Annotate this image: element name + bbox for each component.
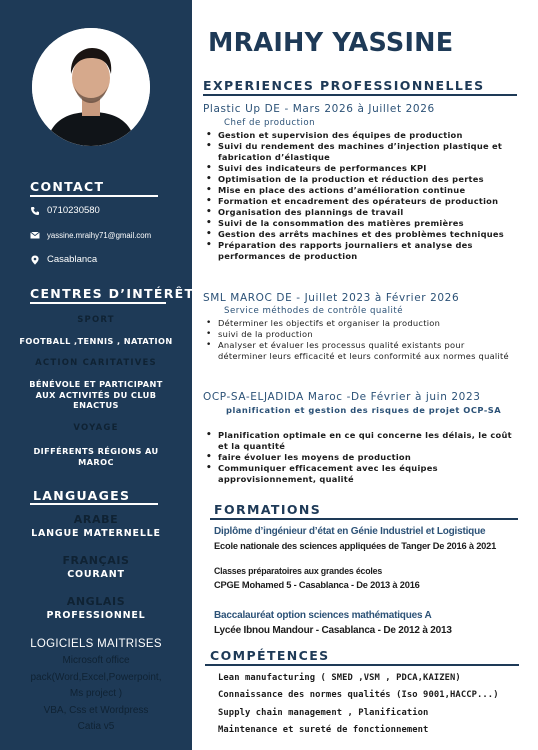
education-heading: FORMATIONS [214, 502, 322, 517]
interest-sport-text: FOOTBALL ,TENNIS , NATATION [19, 336, 173, 346]
list-item: • Formation et encadrement des opérateurs de production [205, 196, 523, 207]
job-3-role: planification et gestion des risques de projet OCP-SA [226, 405, 502, 415]
list-item: • Communiquer efficacement avec les équipes approvisionnement, qualité [205, 463, 515, 485]
list-item: • Planification optimale en ce qui concerne les délais, le coût et la quantité [205, 430, 515, 452]
interests-divider [30, 302, 166, 304]
job-3-tasks [205, 430, 515, 485]
contact-email[interactable] [30, 230, 151, 240]
software-list: Microsoft office pack(Word,Excel,Powerpoint, Ms project ) VBA, Css et Wordpress Catia v5 [30, 655, 162, 732]
job-2-title: SML MAROC DE - Juillet 2023 à Février 2026 [203, 292, 460, 304]
experience-heading: EXPERIENCES PROFESSIONNELLES [203, 78, 485, 93]
software-heading: LOGICIELS MAITRISES [30, 638, 162, 650]
experience-divider [203, 94, 517, 96]
interest-charity-title: ACTION CARITATIVES [35, 358, 157, 368]
list-item: • Gestion des arrêts machines et des problèmes techniques [205, 229, 523, 240]
interest-travel-text: DIFFÉRENTS RÉGIONS AU MAROC [33, 446, 159, 467]
interests-heading: CENTRES D’INTÉRÊT [30, 286, 195, 301]
job-1-title: Plastic Up DE - Mars 2026 à Juillet 2026 [203, 103, 435, 115]
education-3-degree: Baccalauréat option sciences mathématiques A [214, 610, 432, 621]
education-2-degree: Classes préparatoires aux grandes écoles [214, 566, 383, 576]
languages-heading: LANGUAGES [33, 488, 131, 503]
location-pin-icon [30, 255, 40, 265]
education-3-school: Lycée Ibnou Mandour - Casablanca - De 2012 à 2013 [214, 625, 452, 636]
job-1-role: Chef de production [224, 118, 316, 128]
job-1-tasks [205, 130, 523, 262]
skills-divider [205, 664, 519, 666]
education-1-school: Ecole nationale des sciences appliquées de Tanger De 2016 à 2021 [214, 541, 497, 551]
job-2-role: Service méthodes de contrôle qualité [224, 306, 404, 316]
languages-divider [30, 503, 158, 505]
job-2-tasks [205, 318, 510, 362]
skill-item: Lean manufacturing ( SMED ,VSM , PDCA,KAIZEN) [218, 673, 461, 683]
interest-sport-title: SPORT [77, 315, 115, 325]
language-french: FRANÇAIS COURANT [62, 554, 130, 580]
language-arabic: ARABE LANGUE MATERNELLE [31, 513, 161, 539]
contact-phone[interactable] [30, 205, 100, 216]
job-3-title: OCP-SA-ELJADIDA Maroc -De Février à juin 2023 [203, 391, 481, 403]
contact-divider [30, 195, 158, 197]
list-item: • Déterminer les objectifs et organiser la production [205, 318, 510, 329]
list-item: • Mise en place des actions d’amélioration continue [205, 185, 523, 196]
contact-heading: CONTACT [30, 179, 105, 194]
list-item: • Optimisation de la production et réduction des pertes [205, 174, 523, 185]
list-item: • Suivi de la consommation des matières premières [205, 218, 523, 229]
contact-location [30, 254, 97, 265]
list-item: • faire évoluer les moyens de production [205, 452, 515, 463]
portrait-illustration [32, 28, 150, 146]
skills-heading: COMPÉTENCES [210, 648, 330, 663]
skill-item: Connaissance des normes qualités (Iso 9001,HACCP...) [218, 690, 499, 700]
list-item: • Suivi des indicateurs de performances KPI [205, 163, 523, 174]
skill-item: Supply chain management , Planification [218, 708, 429, 718]
list-item: • Suivi du rendement des machines d’injection plastique et fabrication d’élastique [205, 141, 523, 163]
location-text: Casablanca [47, 254, 98, 265]
education-2-school: CPGE Mohamed 5 - Casablanca - De 2013 à 2016 [214, 580, 420, 590]
list-item: • Préparation des rapports journaliers et analyse des performances de production [205, 240, 523, 262]
education-divider [210, 518, 518, 520]
language-english: ANGLAIS PROFESSIONNEL [46, 595, 146, 621]
sidebar [0, 0, 195, 750]
email-address: yassine.mraihy71@gmail.com [47, 230, 152, 240]
phone-icon [30, 206, 40, 216]
profile-photo [32, 28, 150, 146]
envelope-icon [30, 230, 40, 240]
candidate-name: MRAIHY YASSINE [208, 28, 454, 58]
phone-number: 0710230580 [47, 205, 100, 216]
interest-charity-text: BÉNÉVOLE ET PARTICIPANT AUX ACTIVITÉS DU CLUB ENACTUS [29, 379, 163, 410]
list-item: • Gestion et supervision des équipes de production [205, 130, 523, 141]
skill-item: Maintenance et sureté de fonctionnement [218, 725, 429, 735]
list-item: • Analyser et évaluer les processus qualité existants pour déterminer leurs efficacité et leurs conformité aux normes qualité [205, 340, 510, 362]
list-item: • suivi de la production [205, 329, 510, 340]
list-item: • Organisation des plannings de travail [205, 207, 523, 218]
education-1-degree: Diplôme d’ingénieur d’état en Génie Industriel et Logistique [214, 526, 486, 537]
interest-travel-title: VOYAGE [73, 423, 119, 433]
